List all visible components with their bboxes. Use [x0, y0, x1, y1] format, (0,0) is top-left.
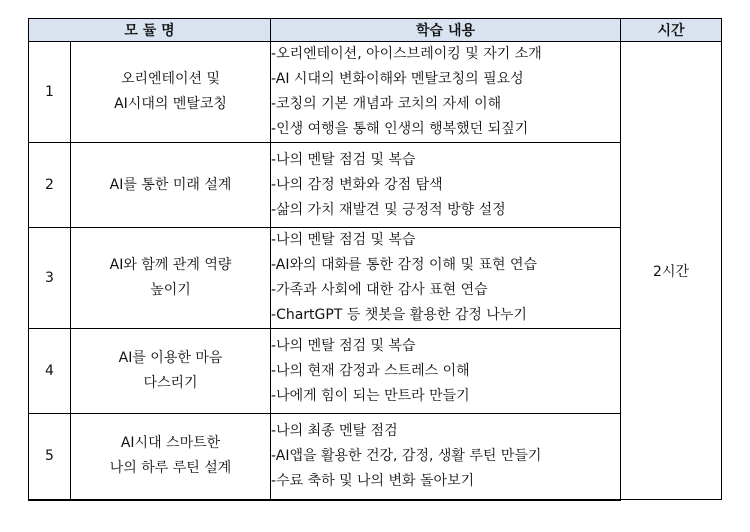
module-name — [71, 42, 271, 143]
content-item: -AI 시대의 변화이해와 멘탈코칭의 필요성 — [271, 71, 524, 87]
content-item: -나의 최종 멘탈 점검 — [271, 422, 398, 439]
table-header-row — [29, 19, 722, 42]
module-name — [71, 414, 271, 500]
table-row — [29, 414, 722, 500]
header-time: 시간 — [621, 19, 722, 42]
content-item: -나의 멘탈 점검 및 복습 — [271, 151, 416, 168]
content-item: -인생 여행을 통해 인생의 행복했던 되짚기 — [271, 121, 529, 137]
table-row — [29, 42, 722, 143]
row-number: 2 — [29, 143, 71, 228]
row-number: 5 — [29, 414, 71, 500]
row-number: 4 — [29, 329, 71, 414]
row-number: 1 — [29, 42, 71, 143]
module-line: AI를 통한 미래 설계 — [109, 176, 232, 193]
learning-content — [271, 228, 621, 329]
module-line: AI시대 스마트한 — [120, 435, 221, 452]
header-module: 모 듈 명 — [29, 19, 271, 42]
row-number: 3 — [29, 228, 71, 329]
module-line: 높이기 — [150, 282, 191, 298]
content-item: -나에게 힘이 되는 만트라 만들기 — [271, 387, 470, 404]
module-line: 오리엔테이션 및 — [120, 71, 221, 87]
content-item: -삶의 가치 재발견 및 긍정적 방향 설정 — [271, 201, 506, 218]
learning-content — [271, 329, 621, 414]
module-line: AI시대의 멘탈코칭 — [114, 96, 227, 112]
module-line: 나의 하루 루틴 설계 — [109, 460, 232, 477]
content-item: -수료 축하 및 나의 변화 돌아보기 — [271, 472, 475, 489]
learning-content — [271, 414, 621, 500]
content-item: -오리엔테이션, 아이스브레이킹 및 자기 소개 — [271, 46, 542, 62]
table-row — [29, 143, 722, 228]
module-line: AI를 이용한 마음 — [118, 350, 223, 366]
content-item: -나의 멘탈 점검 및 복습 — [271, 232, 416, 248]
table-row — [29, 228, 722, 329]
learning-content — [271, 143, 621, 228]
content-item: -나의 현재 감정과 스트레스 이해 — [271, 362, 470, 379]
module-line: AI와 함께 관계 역량 — [109, 257, 232, 273]
module-line: 다스리기 — [143, 375, 198, 391]
content-item: -나의 감정 변화와 강점 탐색 — [271, 176, 443, 193]
table-row — [29, 329, 722, 414]
content-item: -ChartGPT 등 챗봇을 활용한 감정 나누기 — [271, 307, 527, 323]
header-content: 학습 내용 — [271, 19, 621, 42]
content-item: -나의 멘탈 점검 및 복습 — [271, 337, 416, 354]
content-item: -코칭의 기본 개념과 코치의 자세 이해 — [271, 96, 502, 112]
content-item: -AI와의 대화를 통한 감정 이해 및 표현 연습 — [271, 257, 538, 273]
curriculum-table — [28, 18, 722, 501]
module-name — [71, 228, 271, 329]
learning-content — [271, 42, 621, 143]
time-cell: 2시간 — [621, 42, 722, 500]
module-name — [71, 143, 271, 228]
content-item: -AI앱을 활용한 건강, 감정, 생활 루틴 만들기 — [271, 447, 542, 464]
module-name — [71, 329, 271, 414]
content-item: -가족과 사회에 대한 감사 표현 연습 — [271, 282, 488, 298]
